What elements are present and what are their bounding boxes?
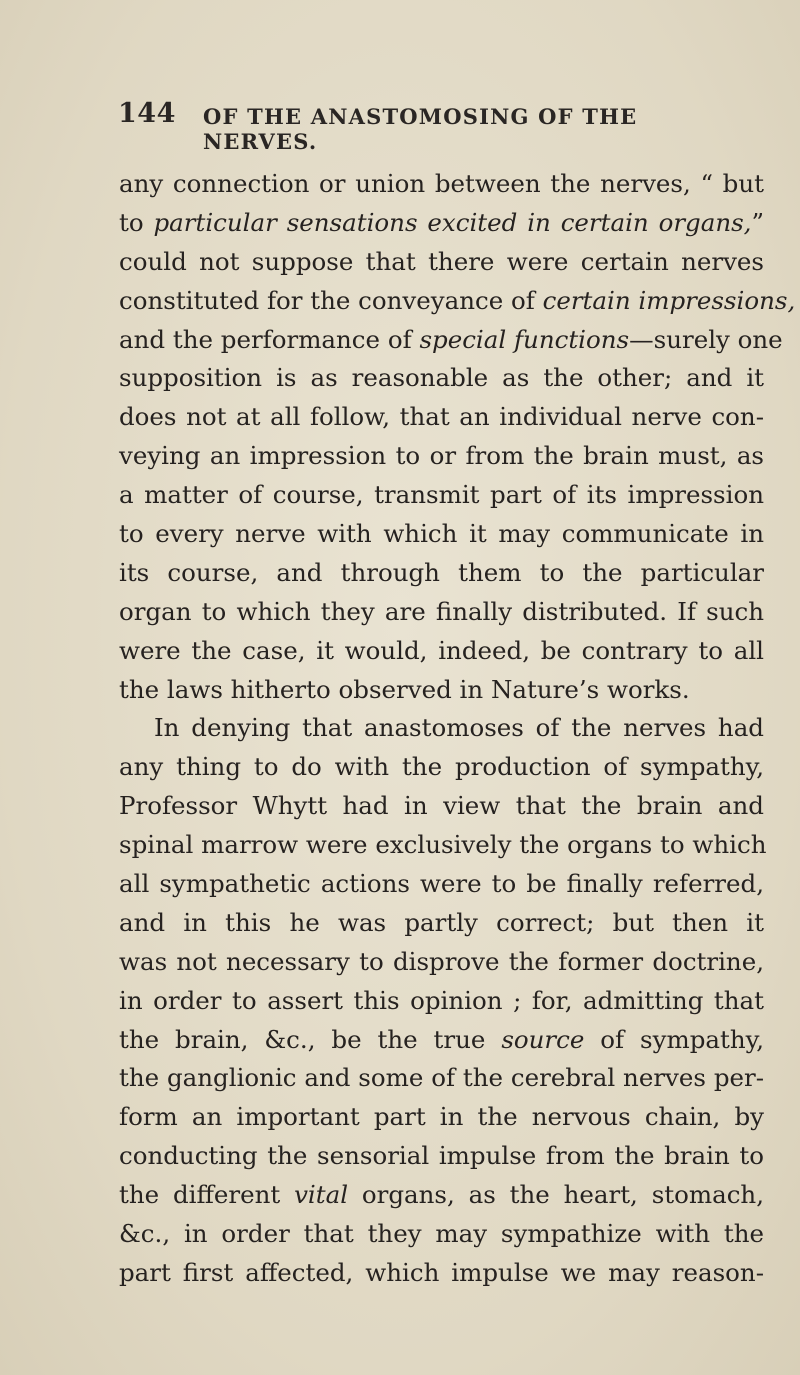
text-line: part first affected, which impulse we may reason‑ [119,1257,764,1287]
text-line: does not at all follow, that an individual nerve con- [119,402,764,432]
text-line: and the performance of special functions—surely one [119,324,783,354]
text-line: organ to which they are finally distributed. If such [119,596,764,626]
text-line: the brain, &c., be the true source of sympathy, [119,1024,764,1054]
text-line: were the case, it would, indeed, be contrary to all [119,635,764,665]
text-line: to every nerve with which it may communicate in [119,519,764,549]
text-line: could not suppose that there were certain nerves [119,246,764,276]
running-head [118,98,758,154]
text-line: the different vital organs, as the heart, stomach, [119,1180,764,1210]
text-line: veying an impression to or from the brain must, as [119,441,764,471]
text-line: in order to assert this opinion ; for, admitting that [119,985,764,1015]
text-line: was not necessary to disprove the former doctrine, [119,946,764,976]
text-line: a matter of course, transmit part of its impression [119,480,764,510]
page-number: 144 [118,98,176,129]
text-line: In denying that anastomoses of the nerves had [154,713,764,743]
text-line: form an important part in the nervous chain, by [119,1102,764,1132]
text-line: to particular sensations excited in certain organs,” [119,207,764,237]
text-line: all sympathetic actions were to be finally referred, [119,869,764,899]
text-line: the ganglionic and some of the cerebral nerves per- [119,1063,764,1093]
text-line: constituted for the conveyance of certain impressions, [119,285,796,315]
text-line: any connection or union between the nerves, “ but [119,169,764,198]
text-line: the laws hitherto observed in Nature’s works. [119,674,690,704]
text-line: &c., in order that they may sympathize with the [119,1219,764,1249]
text-line: its course, and through them to the particular [119,557,764,587]
running-title: OF THE ANASTOMOSING OF THE NERVES. [203,104,638,154]
text-line: supposition is as reasonable as the other; and it [119,363,764,393]
text-line: conducting the sensorial impulse from the brain to [119,1141,764,1171]
text-line: spinal marrow were exclusively the organs to which [119,830,767,860]
text-line: and in this he was partly correct; but then it [119,907,764,937]
text-line: any thing to do with the production of sympathy, [119,752,764,782]
body-text [119,165,796,1293]
text-line: Professor Whytt had in view that the brain and [119,791,764,821]
